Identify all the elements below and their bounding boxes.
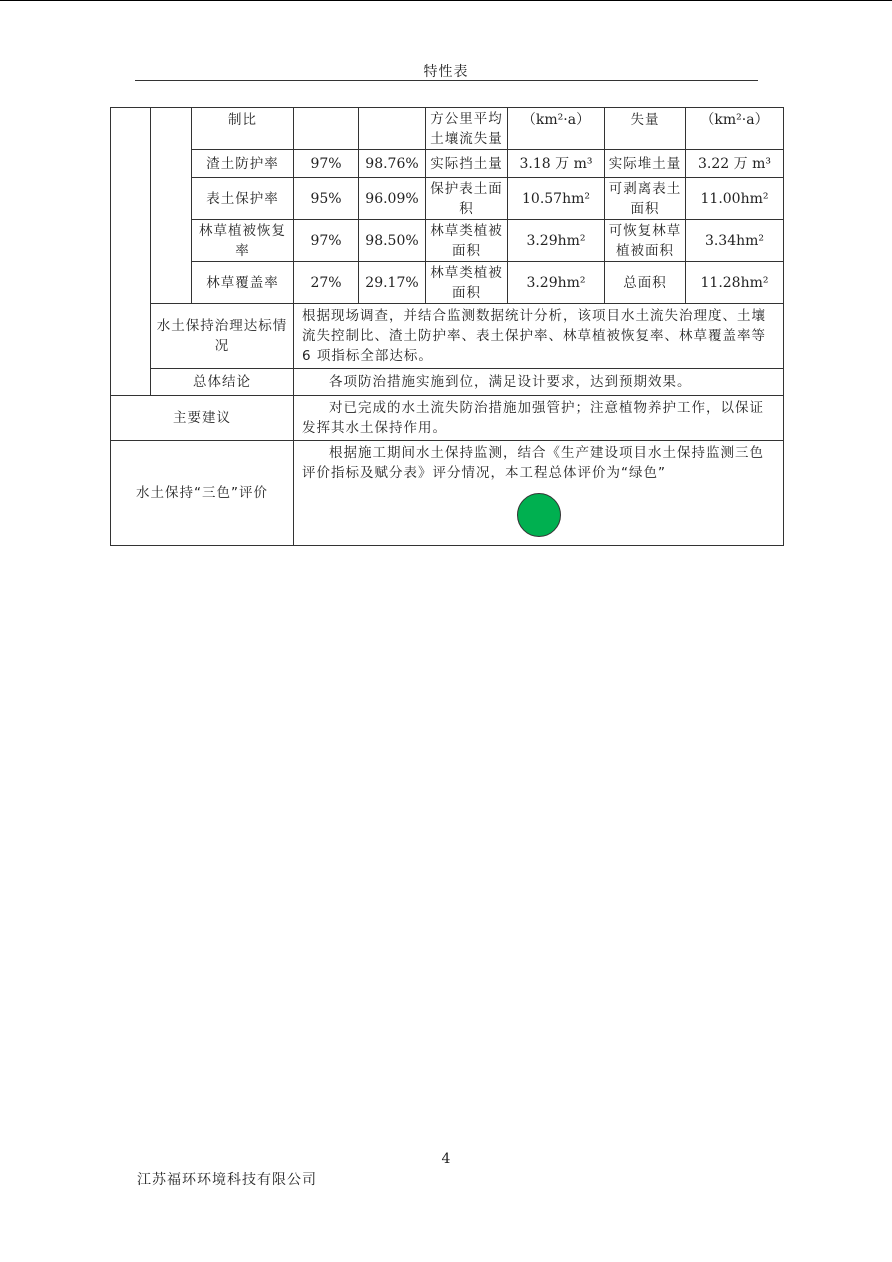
indicator-cell: 渣土防护率	[192, 150, 294, 178]
indicator-cell: 林草植被恢复率	[192, 220, 294, 262]
item2-value-cell: （km²·a）	[686, 108, 784, 150]
actual-cell	[359, 108, 426, 150]
actual-cell: 98.76%	[359, 150, 426, 178]
item2-value-cell: 11.28hm²	[686, 262, 784, 304]
table-row	[111, 262, 784, 304]
evaluation-label: 水土保持“三色”评价	[111, 441, 294, 546]
item1-value-cell: （km²·a）	[508, 108, 605, 150]
evaluation-cell	[294, 441, 784, 546]
page-header-title: 特性表	[423, 64, 469, 80]
item2-label-cell: 可剥离表土面积	[605, 178, 686, 220]
item2-label-cell: 失量	[605, 108, 686, 150]
page-top-border	[0, 0, 892, 1]
actual-cell: 29.17%	[359, 262, 426, 304]
suggestion-label: 主要建议	[111, 396, 294, 441]
table-row	[111, 108, 784, 150]
header-rule	[135, 80, 758, 81]
compliance-label: 水土保持治理达标情况	[151, 304, 294, 369]
target-cell: 97%	[294, 220, 359, 262]
target-cell: 27%	[294, 262, 359, 304]
item1-label-cell: 实际挡土量	[426, 150, 508, 178]
item1-value-cell: 10.57hm²	[508, 178, 605, 220]
item2-label-cell: 总面积	[605, 262, 686, 304]
item2-label-cell: 实际堆土量	[605, 150, 686, 178]
table-row	[111, 396, 784, 441]
actual-cell: 96.09%	[359, 178, 426, 220]
item1-label-cell: 保护表土面积	[426, 178, 508, 220]
table-row	[111, 178, 784, 220]
compliance-text: 根据现场调查，并结合监测数据统计分析，该项目水土流失治理度、土壤流失控制比、渣土防护率、表土保护率、林草植被恢复率、林草覆盖率等 6 项指标全部达标。	[294, 304, 784, 369]
indicator-cell: 制比	[192, 108, 294, 150]
indicator-cell: 林草覆盖率	[192, 262, 294, 304]
item2-value-cell: 3.34hm²	[686, 220, 784, 262]
page-number: 4	[441, 1151, 451, 1167]
actual-cell: 98.50%	[359, 220, 426, 262]
item1-label-cell: 林草类植被面积	[426, 262, 508, 304]
table-row	[111, 304, 784, 369]
table-row	[111, 220, 784, 262]
item1-value-cell: 3.18 万 m³	[508, 150, 605, 178]
item1-value-cell: 3.29hm²	[508, 220, 605, 262]
conclusion-text: 各项防治措施实施到位，满足设计要求，达到预期效果。	[294, 369, 784, 396]
characteristics-table	[110, 107, 784, 546]
indicator-cell: 表土保护率	[192, 178, 294, 220]
outer-blank-cell	[111, 108, 151, 396]
item1-value-cell: 3.29hm²	[508, 262, 605, 304]
table-row	[111, 441, 784, 546]
target-cell: 97%	[294, 150, 359, 178]
item2-value-cell: 11.00hm²	[686, 178, 784, 220]
item2-value-cell: 3.22 万 m³	[686, 150, 784, 178]
target-cell: 95%	[294, 178, 359, 220]
item1-label-cell: 方公里平均土壤流失量	[426, 108, 508, 150]
company-name: 江苏福环环境科技有限公司	[137, 1172, 317, 1188]
evaluation-text: 根据施工期间水土保持监测，结合《生产建设项目水土保持监测三色评价指标及赋分表》评分情况，本工程总体评价为“绿色”	[302, 445, 764, 481]
target-cell	[294, 108, 359, 150]
green-rating-dot	[517, 493, 561, 537]
conclusion-label: 总体结论	[151, 369, 294, 396]
item1-label-cell: 林草类植被面积	[426, 220, 508, 262]
item2-label-cell: 可恢复林草植被面积	[605, 220, 686, 262]
table-row	[111, 150, 784, 178]
evaluation-indicator-wrap	[302, 483, 775, 543]
suggestion-text: 对已完成的水土流失防治措施加强管护；注意植物养护工作，以保证发挥其水土保持作用。	[294, 396, 784, 441]
inner-blank-cell	[151, 108, 192, 304]
table-row	[111, 369, 784, 396]
